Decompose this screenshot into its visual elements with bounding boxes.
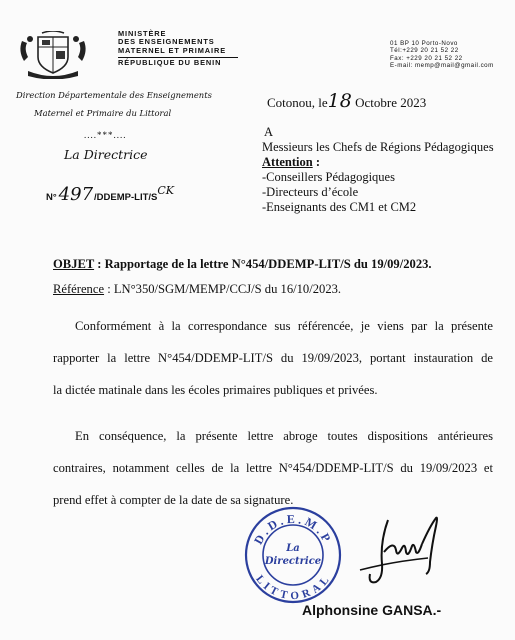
paragraph-text: En conséquence, la présente lettre abroge toutes dispositions antérieures: [75, 429, 493, 443]
stamp-ring-top: D.D.E.M.P: [251, 511, 335, 547]
republic-label: RÉPUBLIQUE DU BENIN: [118, 57, 222, 67]
subject-text: : Rapportage de la lettre N°454/DDEMP-LIT/S du 19/09/2023.: [94, 257, 432, 271]
stamp-ring-bottom: LITTORAL: [253, 573, 333, 603]
stamp-center-line1: La: [286, 543, 300, 554]
official-stamp: [243, 505, 343, 605]
paragraph-1-line: la dictée matinale dans les écoles primaires publiques et privées.: [53, 383, 378, 397]
attention-item: -Directeurs d’école: [262, 185, 359, 199]
attention-item: -Conseillers Pédagogiques: [262, 170, 395, 184]
subject-label: OBJET: [53, 257, 95, 271]
date-month-year: Octobre 2023: [355, 95, 427, 110]
recipient-line: Messieurs les Chefs de Régions Pédagogiques: [262, 140, 494, 154]
reference-text: : LN°350/SGM/MEMP/CCJ/S du 16/10/2023.: [104, 282, 342, 296]
contact-line: Tél:+229 20 21 52 22: [390, 47, 459, 55]
signer-name: Alphonsine GANSA.-: [302, 602, 442, 618]
svg-text:LITTORAL: [253, 573, 332, 602]
ref-code: /DDEMP-LIT/S: [94, 192, 158, 203]
coat-of-arms-icon: [14, 31, 92, 79]
paragraph-2-line: [53, 420, 493, 452]
ref-handwritten-number: 497: [58, 184, 94, 205]
reference-line: [53, 282, 341, 297]
recipient-a: A: [264, 125, 274, 139]
ministry-line: MATERNEL ET PRIMAIRE: [118, 45, 227, 55]
attention-item: -Enseignants des CM1 et CM2: [262, 200, 417, 214]
paragraph-text: Conformément à la correspondance sus référencée, je viens par la présente: [75, 319, 493, 333]
paragraph-2-line: contraires, notamment celles de la lettre N°454/DDEMP-LIT/S du 19/09/2023 et: [53, 461, 493, 475]
contact-line: E-mail: memp@mail@gmail.com: [390, 62, 494, 70]
ref-handwritten-initials: CK: [157, 184, 175, 197]
direction-subname: Maternel et Primaire du Littoral: [34, 108, 172, 118]
contact-block: [390, 40, 494, 70]
paragraph-1-line: rapporter la lettre N°454/DDEMP-LIT/S du 19/09/2023, portant instauration de: [53, 351, 493, 365]
separator-dots: ....***....: [84, 130, 127, 140]
direction-name: Direction Départementale des Enseignements: [16, 90, 212, 100]
recipient-block: [262, 125, 494, 215]
contact-line: Fax: +229 20 21 52 22: [390, 54, 463, 62]
ministry-line: MINISTÈRE: [118, 29, 167, 38]
stamp-center-line2: Directrice: [264, 556, 322, 567]
attention-label: Attention: [262, 155, 313, 169]
attention-heading: [262, 155, 494, 170]
sender-title: La Directrice: [64, 147, 148, 162]
attention-colon: :: [312, 155, 320, 169]
ref-prefix: N°: [46, 192, 57, 203]
reference-label: Référence: [53, 282, 105, 296]
ministry-line: DES ENSEIGNEMENTS: [118, 37, 215, 47]
paragraph-1-line: [53, 310, 493, 342]
paragraph-2-line: prend effet à compter de la date de sa signature.: [53, 493, 294, 507]
place-label: Cotonou, le: [267, 95, 328, 110]
date-day-handwritten: 18: [327, 90, 352, 112]
ministry-header: [118, 30, 238, 67]
subject-line: [53, 257, 432, 272]
handwritten-signature: [350, 512, 460, 587]
reference-number: [46, 184, 174, 205]
place-date: [267, 90, 426, 112]
contact-line: 01 BP 10 Porto-Novo: [390, 40, 458, 47]
